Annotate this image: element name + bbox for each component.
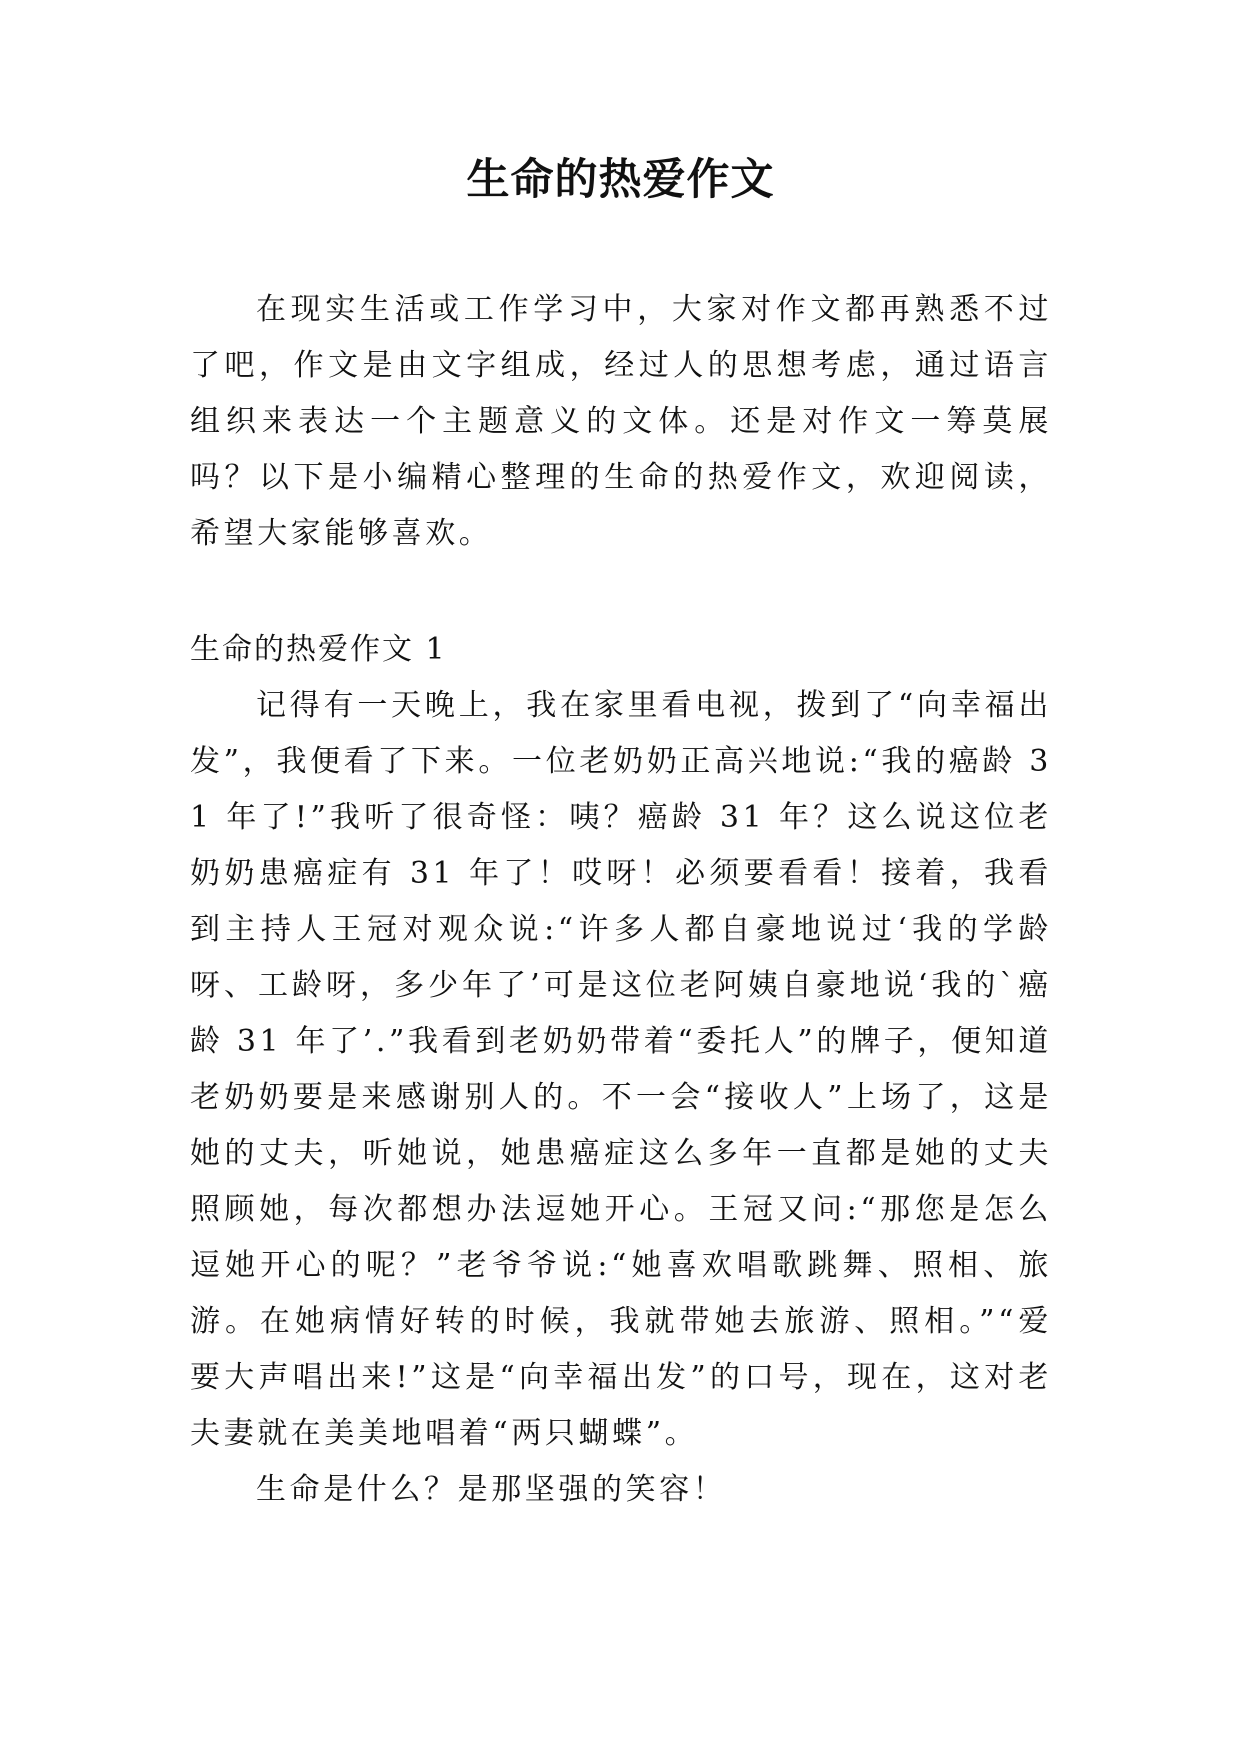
intro-paragraph: 在现实生活或工作学习中，大家对作文都再熟悉不过了吧，作文是由文字组成，经过人的思想考虑，通过语言组织来表达一个主题意义的文体。还是对作文一筹莫展吗？以下是小编精心整理的生命的热爱作文，欢迎阅读，希望大家能够喜欢。 — [190, 292, 1052, 551]
document-title: 生命的热爱作文 — [466, 155, 775, 205]
closing-paragraph: 生命是什么？是那坚强的笑容！ — [256, 1472, 727, 1507]
document-body — [190, 282, 1052, 1518]
section-heading: 生命的热爱作文 1 — [190, 632, 447, 667]
story-paragraph: 记得有一天晚上，我在家里看电视，拨到了“向幸福出发”，我便看了下来。一位老奶奶正高兴地说:“我的癌龄 31 年了!”我听了很奇怪：咦？癌龄 31 年？这么说这位老奶奶患癌症有 31 年了！哎呀！必须要看看！接着，我看到主持人王冠对观众说:“许多人都自豪地说过‘我的学龄呀、工龄呀，多少年了’可是这位老阿姨自豪地说‘我的`癌龄 31 年了’.”我看到老奶奶带着“委托人”的牌子，便知道老奶奶要是来感谢别人的。不一会“接收人”上场了，这是她的丈夫，听她说，她患癌症这么多年一直都是她的丈夫照顾她，每次都想办法逗她开心。王冠又问:“那您是怎么逗她开心的呢？”老爷爷说:“她喜欢唱歌跳舞、照相、旅游。在她病情好转的时候，我就带她去旅游、照相。”“爱要大声唱出来!”这是“向幸福出发”的口号，现在，这对老夫妻就在美美地唱着“两只蝴蝶”。 — [190, 688, 1052, 1451]
